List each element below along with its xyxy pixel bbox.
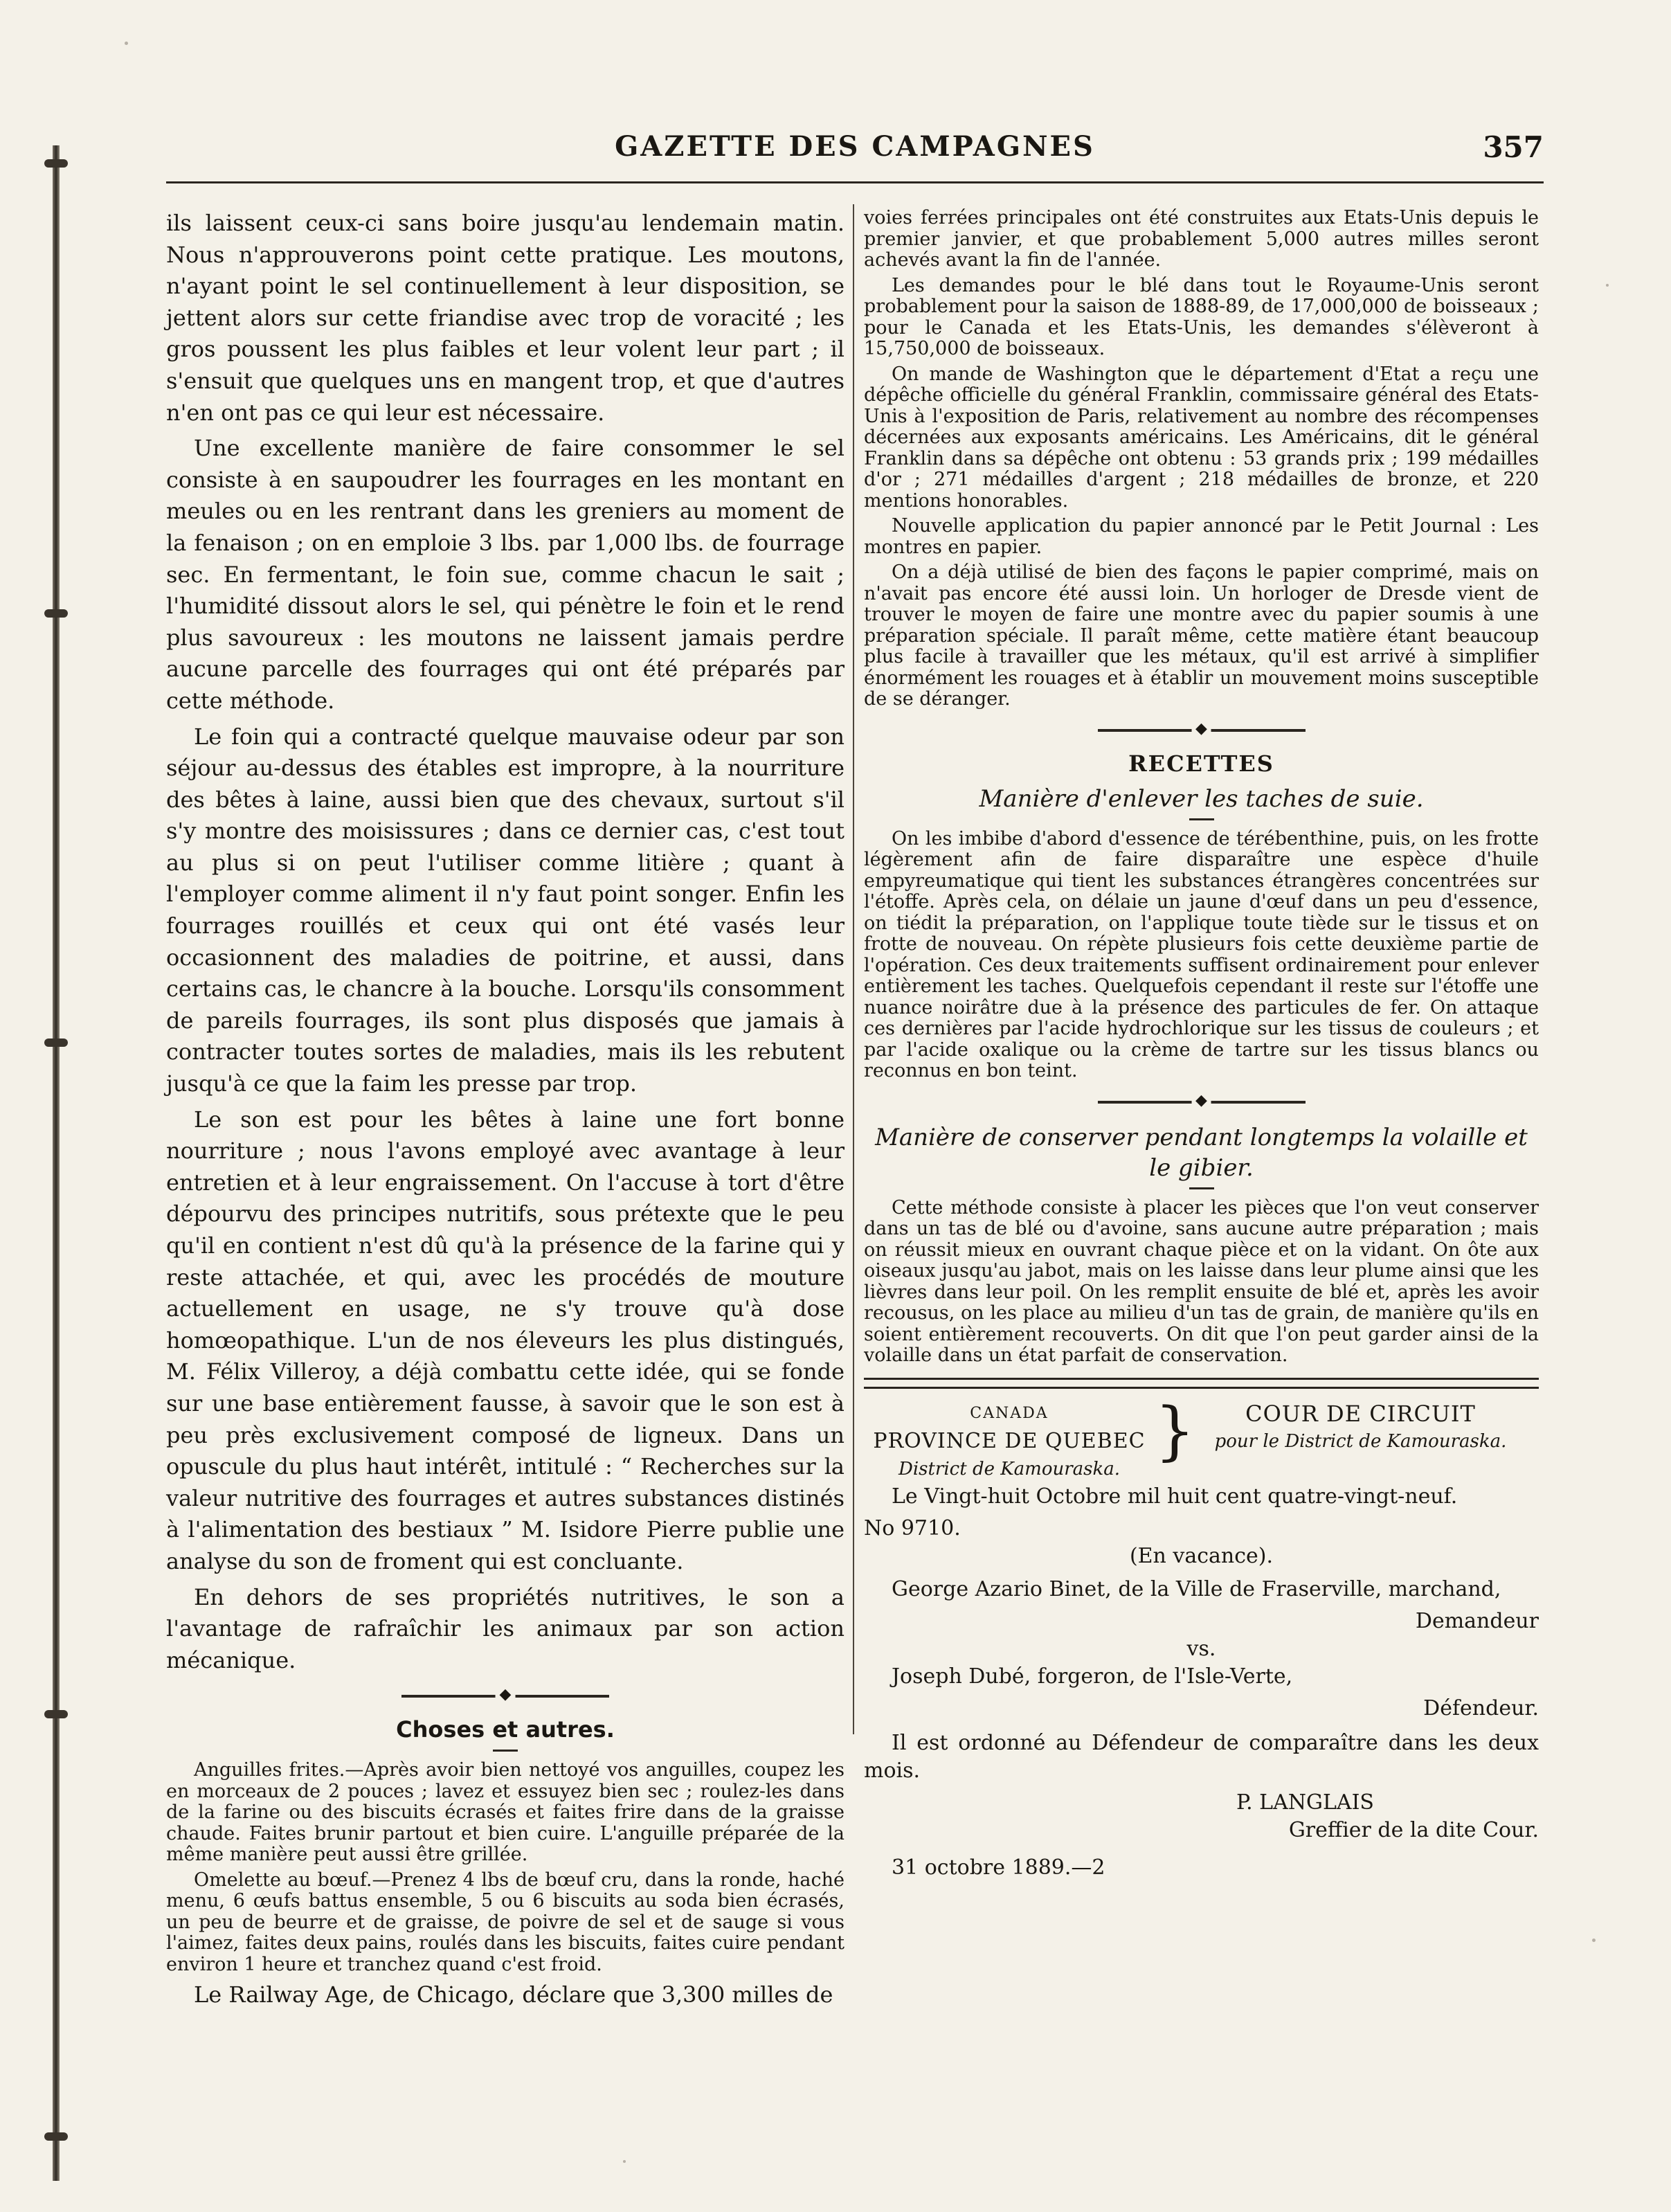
plaintiff-line: George Azario Binet, de la Ville de Fraserville, marchand, bbox=[892, 1576, 1501, 1601]
page-binding-edge bbox=[53, 145, 60, 2181]
recipe-paragraph: On les imbibe d'abord d'essence de térébenthine, puis, on les frotte légèrement afin de faire disparaître une espèce d'huile empyreumatique qui tient les substances étrangères concentrées sur l'étoffe. Après cela, on délaie un jaune d'œuf dans un peu d'essence, on tiédit la préparation, on l'applique toute tiède sur le tissus et on frotte de nouveau. On répète plusieurs fois cette deuxième partie de l'opération. Ces deux traitements suffisent ordinairement pour enlever entièrement les taches. Quelquefois cependant il reste sur l'étoffe une nuance noirâtre due à la présence des particules de fer. On attaque ces dernières par l'acide hydrochlorique sur les tissus de couleurs ; et par l'acide oxalique ou la crème de tartre sur les tissus blancs ou reconnus en bon teint. bbox=[864, 827, 1539, 1081]
paragraph: Le son est pour les bêtes à laine une fort bonne nourriture ; nous l'avons employé avec avantage à leur entretien et à leur engraissement. On l'accuse à tort d'être dépourvu des principes nutritifs, sous prétexte que le peu qu'il en contient n'est dû qu'à la présence de la farine qui y reste attachée, et qui, avec les procédés de mouture actuellement en usage, ne s'y trouve qu'à dose homœopathique. L'un de nos éleveurs les plus distingués, M. Félix Villeroy, a déjà combattu cette idée, qui se fonde sur une base entièrement fausse, à savoir que le son est à peu près exclusivement composé de ligneux. Dans un opuscule du plus haut intérêt, intitulé : “ Recherches sur la valeur nutritive des fourrages et autres substances distinés à l'alimentation des bestiaux ” M. Isidore Pierre publie une analyse du son de froment qui est concluante. bbox=[166, 1106, 844, 1574]
brace-glyph: } bbox=[1155, 1393, 1195, 1468]
district-label: District de Kamouraska. bbox=[898, 1458, 1121, 1480]
print-speck bbox=[623, 2160, 626, 2163]
signer-name: P. LANGLAIS bbox=[1236, 1790, 1374, 1815]
province-label: PROVINCE DE QUEBEC bbox=[873, 1428, 1146, 1453]
news-paragraph: On mande de Washington que le département d'Etat a reçu une dépêche officielle du général Franklin, commissaire général des Etats-Unis à l'exposition de Paris, relativement au nombre des récompenses décernées aux exposants américains. Les Américains, dit le général Franklin dans sa dépêche ont obtenu : 53 grands prix ; 199 médailles d'or ; 271 médailles d'argent ; 218 médailles de bronze, et 220 mentions honorables. bbox=[864, 363, 1539, 512]
double-rule bbox=[864, 1378, 1539, 1389]
short-rule bbox=[493, 1750, 518, 1752]
page-header bbox=[166, 125, 1544, 173]
recipe-paragraph: Omelette au bœuf.—Prenez 4 lbs de bœuf cru, dans la ronde, haché menu, 6 œufs battus ensemble, 5 ou 6 biscuits au soda bien écrasés, un peu de beurre et de graisse, de poivre de sel et de sauge si vous l'aimez, faites deux pains, roulés dans les biscuits, faites cuire pendant environ 1 heure et tranchez quand c'est froid. bbox=[166, 1869, 844, 1975]
binding-mark bbox=[44, 1038, 68, 1047]
binding-mark bbox=[44, 609, 68, 618]
case-number: No 9710. bbox=[864, 1516, 961, 1540]
short-rule bbox=[1189, 1187, 1214, 1189]
paragraph: Le foin qui a contracté quelque mauvaise odeur par son séjour au-dessus des étables est impropre, à la nourriture des bêtes à laine, aussi bien que des chevaux, surtout s'il s'y montre des moisissures ; dans ce dernier cas, c'est tout au plus si on peut l'utiliser comme litière ; quant à l'employer comme aliment il n'y faut point songer. Enfin les fourrages rouillés et ceux qui ont été vasés leur occasionnent des maladies de poitrine, et aussi, dans certains cas, le chancre à la bouche. Lorsqu'ils consomment de pareils fourrages, ils sont plus disposés que jamais à contracter toutes sortes de maladies, mais ils les rebutent jusqu'à ce que la faim les presse par trop. bbox=[166, 723, 844, 1097]
section-ornament bbox=[1098, 1095, 1306, 1110]
news-paragraph: voies ferrées principales ont été construites aux Etats-Unis depuis le premier janvier, et que probablement 5,000 autres milles seront achevés avant la fin de l'année. bbox=[864, 207, 1539, 271]
recipe-title: Manière d'enlever les taches de suie. bbox=[979, 784, 1424, 813]
section-ornament bbox=[401, 1689, 609, 1704]
defendant-role: Défendeur. bbox=[1423, 1696, 1539, 1720]
binding-mark bbox=[44, 1710, 68, 1718]
binding-mark bbox=[44, 159, 68, 168]
recipe-title: Manière de conserver pendant longtemps la volaille et le gibier. bbox=[875, 1123, 1528, 1182]
paragraph: ils laissent ceux-ci sans boire jusqu'au lendemain matin. Nous n'approuverons point cette pratique. Les moutons, n'ayant point le sel continuellement à leur disposition, se jettent alors sur cette friandise avec trop de voracité ; les gros poussent les plus faibles et leur volent leur part ; il s'ensuit que quelques uns en mangent trop, et que d'autres n'en ont pas ce qui leur est nécessaire. bbox=[166, 210, 844, 426]
news-paragraph: On a déjà utilisé de bien des façons le papier comprimé, mais on n'avait pas encore été aussi loin. Un horloger de Dresde vient de trouver le moyen de faire une montre avec du papier soumis à une préparation spéciale. Il paraît même, cette matière étant beaucoup plus facile à travailler que les métaux, qu'il est arrivé à simplifier énormément les rouages et à établir un mouvement moins susceptible de se déranger. bbox=[864, 561, 1539, 710]
court-name: COUR DE CIRCUIT bbox=[1245, 1400, 1476, 1427]
print-speck bbox=[1592, 1939, 1596, 1942]
notice-date: 31 octobre 1889.—2 bbox=[892, 1855, 1105, 1880]
column-divider bbox=[853, 204, 854, 1734]
page-number: 357 bbox=[1483, 130, 1544, 164]
news-paragraph: Les demandes pour le blé dans tout le Royaume-Unis seront probablement pour la saison de 1888-89, de 17,000,000 de boisseaux ; pour le Canada et les Etats-Unis, les demandes s'élèveront à 15,750,000 de boisseaux. bbox=[864, 274, 1539, 359]
plaintiff-role: Demandeur bbox=[1415, 1608, 1539, 1633]
recipe-paragraph: Cette méthode consiste à placer les pièces que l'on veut conserver dans un tas de blé ou d'avoine, sans aucune autre préparation ; mais on réussit mieux en ouvrant chaque pièce et on la vidant. On ôte aux oiseaux jusqu'au jabot, mais on les laisse dans leur plume ainsi que les lièvres dans leur poil. On les remplit ensuite de blé et, après les avoir recousus, on les place au milieu d'un tas de grain, de manière qu'ils en soient entièrement recouverts. On dit que l'on peut garder ainsi de la volaille dans un état parfait de conservation. bbox=[864, 1196, 1539, 1366]
binding-mark bbox=[44, 2132, 68, 2141]
section-title: RECETTES bbox=[1128, 750, 1274, 777]
country-label: CANADA bbox=[970, 1404, 1049, 1422]
signer-title: Greffier de la dite Cour. bbox=[1288, 1817, 1539, 1842]
court-jurisdiction bbox=[864, 1400, 1155, 1483]
recipe-paragraph: Anguilles frites.—Après avoir bien nettoyé vos anguilles, coupez les en morceaux de 2 pouces ; lavez et essuyez bien sec ; roulez-les dans de la farine ou des biscuits écrasés et faites frire dans de la graisse chaude. Faites brunir partout et bien cuire. L'anguille préparée de la même manière peut aussi être grillée. bbox=[166, 1759, 844, 1866]
publication-title: GAZETTE DES CAMPAGNES bbox=[615, 130, 1095, 163]
court-notice bbox=[864, 1393, 1539, 1882]
court-date: Le Vingt-huit Octobre mil huit cent quatre-vingt-neuf. bbox=[892, 1484, 1458, 1509]
defendant-line: Joseph Dubé, forgeron, de l'Isle-Verte, bbox=[892, 1664, 1293, 1689]
vacance-note: (En vacance). bbox=[1129, 1543, 1274, 1568]
section-title: Choses et autres. bbox=[396, 1716, 615, 1743]
right-column bbox=[864, 208, 1539, 1886]
court-order: Il est ordonné au Défendeur de comparaître dans les deux mois. bbox=[864, 1730, 1539, 1783]
print-speck bbox=[125, 42, 128, 45]
print-speck bbox=[1606, 284, 1609, 287]
header-rule bbox=[166, 181, 1544, 183]
paragraph: Le Railway Age, de Chicago, déclare que 3,300 milles de bbox=[194, 1981, 833, 2008]
section-ornament bbox=[1098, 723, 1306, 738]
court-heading bbox=[864, 1393, 1539, 1483]
news-paragraph: Nouvelle application du papier annoncé par le Petit Journal : Les montres en papier. bbox=[864, 515, 1539, 558]
court-name-block bbox=[1182, 1400, 1539, 1455]
paragraph: En dehors de ses propriétés nutritives, le son a l'avantage de rafraîchir les animaux par son action mécanique. bbox=[166, 1583, 844, 1673]
short-rule bbox=[1189, 818, 1214, 820]
court-district: pour le District de Kamouraska. bbox=[1214, 1430, 1507, 1452]
paragraph: Une excellente manière de faire consommer le sel consiste à en saupoudrer les fourrages en les montant en meules ou en les rentrant dans les greniers au moment de la fenaison ; on en emploie 3 lbs. par 1,000 lbs. de fourrage sec. En fermentant, le foin sue, comme chacun le sait ; l'humidité dissout alors le sel, qui pénètre le foin et le rend plus savoureux : les moutons ne laissent jamais perdre aucune parcelle des fourrages qui ont été préparés par cette méthode. bbox=[166, 435, 844, 714]
left-column bbox=[166, 208, 844, 2015]
versus: vs. bbox=[1186, 1636, 1216, 1661]
